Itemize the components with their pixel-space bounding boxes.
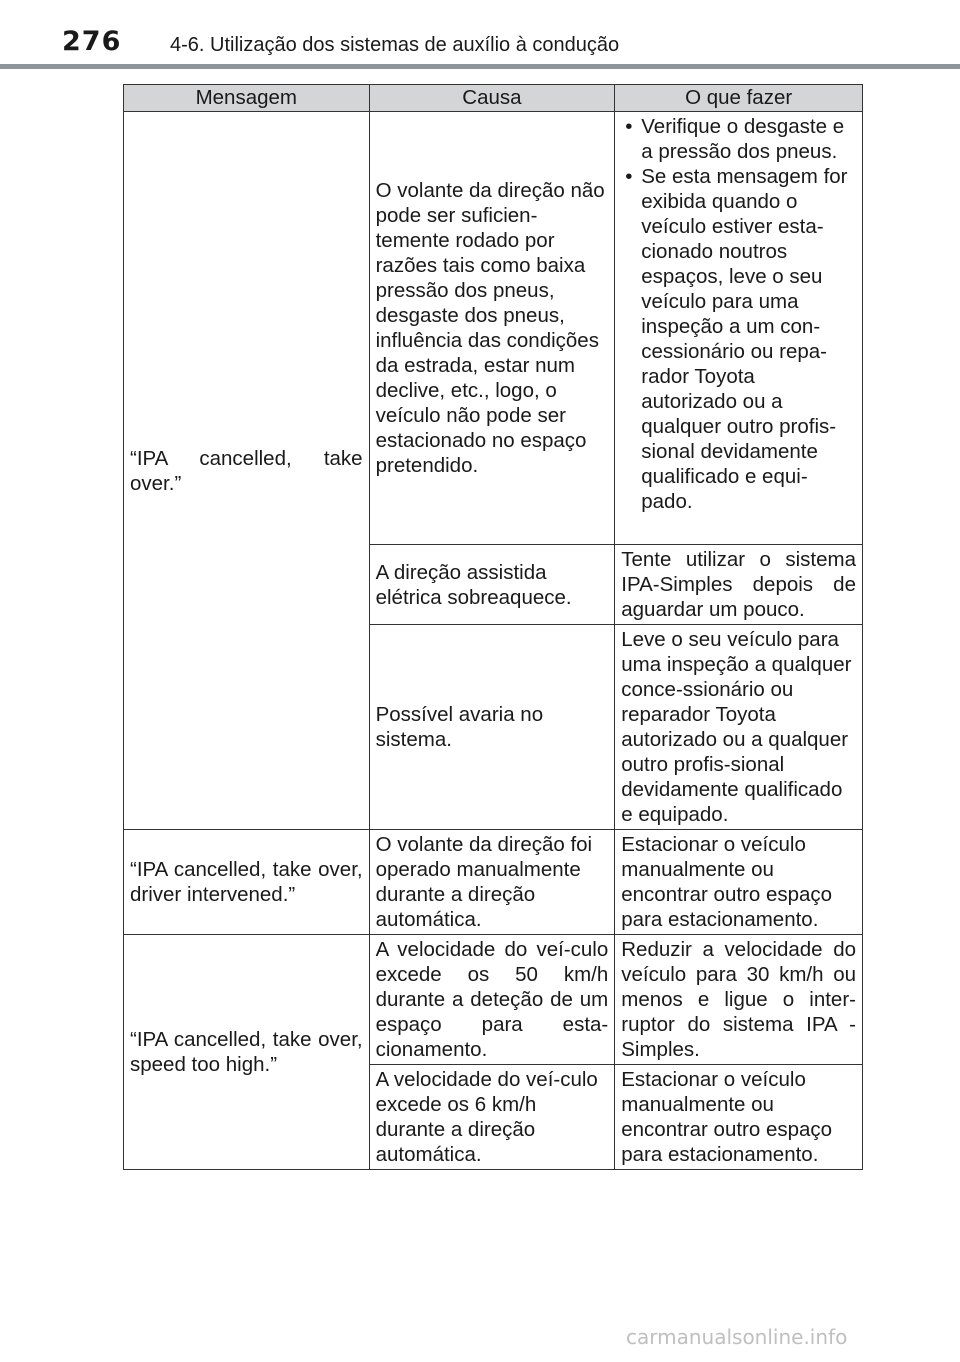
table-header-row — [124, 85, 863, 112]
cause-cell: Possível avaria no sistema. — [369, 625, 615, 830]
page-number: 276 — [62, 26, 122, 57]
table-row — [124, 830, 863, 935]
action-cell: Leve o seu veículo para uma inspeção a qualquer conce-ssionário ou reparador Toyota autorizado ou a qualquer outro profis-sional devidamente qualificado e equipado. — [615, 625, 863, 830]
column-header-message: Mensagem — [124, 85, 370, 112]
message-cell: “IPA cancelled, take over.” — [124, 112, 370, 830]
page-header — [0, 0, 960, 70]
message-cell: “IPA cancelled, take over, driver intervened.” — [124, 830, 370, 935]
action-bullet-item: • Se esta mensagem for exibida quando o veículo estiver esta-cionado noutros espaços, leve o seu veículo para uma inspeção a um con-cessionário ou repa-rador Toyota autorizado ou a qualquer outro profis-sional devidamente qualificado e equi-pado. — [621, 164, 856, 514]
action-bullet-item: • Verifique o desgaste e a pressão dos pneus. — [621, 114, 856, 164]
message-cell: “IPA cancelled, take over, speed too high.” — [124, 935, 370, 1170]
cause-cell: O volante da direção foi operado manualmente durante a direção automática. — [369, 830, 615, 935]
cause-cell: O volante da direção não pode ser suficien-temente rodado por razões tais como baixa pressão dos pneus, desgaste dos pneus, influência das condições da estrada, estar num declive, etc., logo, o veículo não pode ser estacionado no espaço pretendido. — [369, 112, 615, 545]
section-title: 4-6. Utilização dos sistemas de auxílio à condução — [170, 34, 620, 56]
action-cell: Estacionar o veículo manualmente ou encontrar outro espaço para estacionamento. — [615, 830, 863, 935]
watermark-logo: carmanualsonline.info — [626, 1325, 848, 1349]
cause-cell: A velocidade do veí-culo excede os 6 km/h durante a direção automática. — [369, 1065, 615, 1170]
message-table — [123, 84, 863, 1170]
table-row — [124, 935, 863, 1065]
header-rule — [0, 64, 960, 69]
action-cell: Reduzir a velocidade do veículo para 30 km/h ou menos e ligue o inter-ruptor do sistema IPA - Simples. — [615, 935, 863, 1065]
column-header-cause: Causa — [369, 85, 615, 112]
action-cell: Tente utilizar o sistema IPA-Simples depois de aguardar um pouco. — [615, 545, 863, 625]
cause-cell: A direção assistida elétrica sobreaquece. — [369, 545, 615, 625]
column-header-action: O que fazer — [615, 85, 863, 112]
table-row — [124, 112, 863, 545]
action-cell: Estacionar o veículo manualmente ou encontrar outro espaço para estacionamento. — [615, 1065, 863, 1170]
cause-cell: A velocidade do veí-culo excede os 50 km/h durante a deteção de um espaço para esta-cionamento. — [369, 935, 615, 1065]
action-bullet-list — [621, 114, 856, 514]
action-cell — [615, 112, 863, 545]
